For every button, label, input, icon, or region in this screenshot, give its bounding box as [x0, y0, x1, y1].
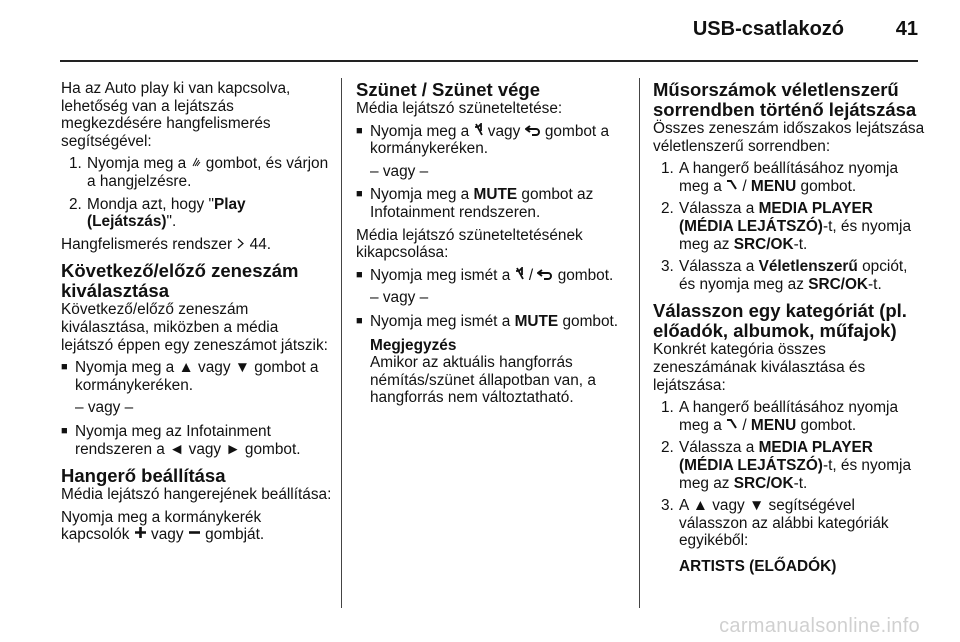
- shuffle-paragraph: Összes zeneszám időszakos lejátszása véletlenszerű sorrendben:: [653, 120, 925, 155]
- volume-paragraph: Média lejátszó hangerejének beállítása:: [61, 486, 332, 504]
- next-prev-paragraph: Következő/előző zeneszám kiválasztása, miközben a média lejátszó éppen egy zeneszámot játszik:: [61, 301, 328, 354]
- note-title: Megjegyzés: [370, 336, 457, 354]
- or-separator: – vagy –: [370, 162, 429, 180]
- page-number: 41: [895, 18, 918, 40]
- bullet-pause-steering: ■ Nyomja meg a vagy gombot a kormánykeréken.: [356, 123, 626, 158]
- shuffle-step-3: 3. Válassza a Véletlenszerű opciót, és nyomja meg az SRC/OK-t.: [661, 258, 908, 293]
- bullet-pause-mute: ■ Nyomja meg a MUTE gombot az Infotainment rendszeren.: [356, 186, 626, 221]
- heading-pause: Szünet / Szünet vége: [356, 79, 541, 100]
- mute-icon: [515, 267, 525, 285]
- heading-next-prev-track: Következő/előző zeneszám kiválasztása: [61, 260, 299, 302]
- or-separator: – vagy –: [75, 399, 134, 417]
- column-1: [61, 80, 333, 549]
- mute-icon: [474, 123, 484, 141]
- heading-shuffle: Műsorszámok véletlenszerű sorrendben történő lejátszása: [653, 79, 917, 120]
- menu-curve-icon: [726, 417, 738, 435]
- menu-curve-icon: [726, 178, 738, 196]
- shuffle-step-2: 2. Válassza a MEDIA PLAYER (MÉDIA LEJÁTSZÓ)-t, és nyomja meg az SRC/OK-t.: [661, 200, 912, 253]
- volume-instruction: Nyomja meg a kormánykerék kapcsolók vagy gombját.: [61, 508, 265, 544]
- or-separator: – vagy –: [370, 289, 429, 307]
- category-step-1: 1. A hangerő beállításához nyomja meg a / MENU gombot.: [661, 399, 899, 434]
- header-rule: [60, 60, 918, 62]
- column-divider-2: [639, 78, 640, 608]
- watermark: carmanualsonline.info: [719, 615, 920, 637]
- category-artists: ARTISTS (ELŐADÓK): [679, 557, 837, 575]
- minus-icon: [188, 526, 201, 544]
- bullet-infotainment: ■ Nyomja meg az Infotainment rendszeren a ◄ vagy ► gombot.: [61, 423, 333, 458]
- pause-paragraph: Média lejátszó szüneteltetése:: [356, 100, 563, 117]
- heading-volume: Hangerő beállítása: [61, 465, 226, 487]
- category-step-3: 3. A ▲ vagy ▼ segítségével válasszon az alábbi kategóriák egyikéből: ARTISTS (ELŐADÓK): [661, 497, 889, 575]
- back-arrow-icon: [537, 267, 553, 285]
- shuffle-step-1: 1. A hangerő beállításához nyomja meg a / MENU gombot.: [661, 160, 899, 195]
- bullet-steering-wheel: ■ Nyomja meg a ▲ vagy ▼ gombot a kormánykeréken.: [61, 359, 333, 394]
- intro-paragraph: Ha az Auto play ki van kapcsolva, lehetőség van a lejátszás megkezdésére hangfelismerés segítségével:: [61, 80, 291, 150]
- column-3: [653, 80, 925, 580]
- back-arrow-icon: [525, 123, 541, 141]
- category-step-2: 2. Válassza a MEDIA PLAYER (MÉDIA LEJÁTSZÓ)-t, és nyomja meg az SRC/OK-t.: [661, 439, 912, 492]
- resume-paragraph: Média lejátszó szüneteltetésének kikapcsolása:: [356, 226, 583, 262]
- bullet-resume-steering: ■ Nyomja meg ismét a / gombot.: [356, 267, 626, 285]
- column-2: [356, 80, 626, 412]
- column-divider-1: [341, 78, 342, 608]
- category-paragraph: Konkrét kategória összes zeneszámának kiválasztása és lejátszása:: [653, 341, 866, 394]
- plus-icon: [134, 526, 147, 544]
- step-1: 1. Nyomja meg a gombot, és várjon a hangjelzésre.: [69, 155, 329, 190]
- reference-arrow-icon: [236, 236, 245, 254]
- header-title: USB-csatlakozó: [692, 18, 844, 40]
- cross-reference: Hangfelismerés rendszer 44.: [61, 235, 272, 253]
- voice-control-icon: [191, 155, 202, 173]
- note-text: Amikor az aktuális hangforrás némítás/szünet állapotban van, a hangforrás nem változtatható.: [370, 354, 596, 407]
- bullet-resume-mute: ■ Nyomja meg ismét a MUTE gombot.: [356, 313, 626, 331]
- heading-category: Válasszon egy kategóriát (pl. előadók, albumok, műfajok): [653, 300, 907, 342]
- step-2: 2. Mondja azt, hogy "Play (Lejátszás)".: [69, 195, 246, 231]
